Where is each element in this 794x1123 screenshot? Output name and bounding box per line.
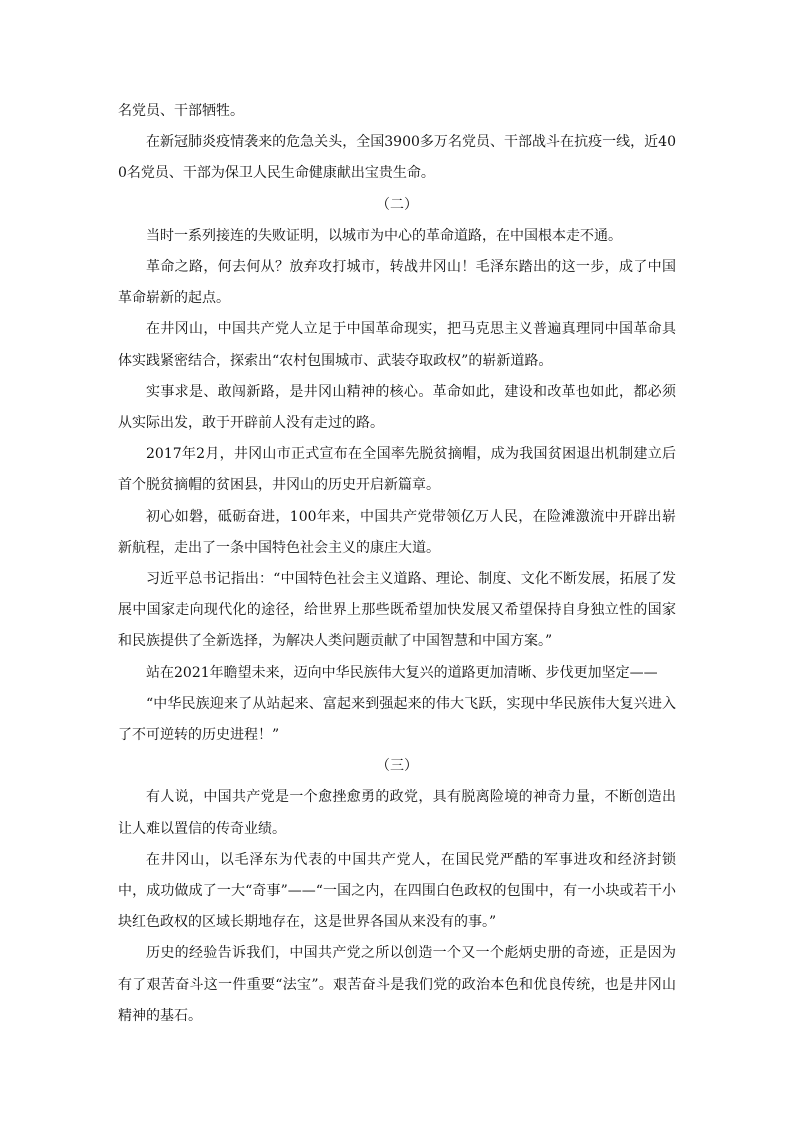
paragraph-continued: 名党员、干部牺牲。: [118, 103, 244, 119]
paragraph: 2017年2月，井冈山市正式宣布在全国率先脱贫摘帽，成为我国贫困退出机制建立后首个脱贫摘帽的贫困县，井冈山的历史开启新篇章。: [118, 446, 676, 494]
paragraph: 站在2021年瞻望未来，迈向中华民族伟大复兴的道路更加清晰、步伐更加坚定——: [146, 664, 658, 681]
paragraph: 初心如磐，砥砺奋进，100年来，中国共产党带领亿万人民，在险滩激流中开辟出崭新航程，走出了一条中国特色社会主义的康庄大道。: [118, 508, 676, 556]
paragraph: 当时一系列接连的失败证明，以城市为中心的革命道路，在中国根本走不通。: [146, 227, 622, 244]
paragraph-quote: 习近平总书记指出：“中国特色社会主义道路、理论、制度、文化不断发展，拓展了发展中国家走向现代化的途径，给世界上那些既希望加快发展又希望保持自身独立性的国家和民族提供了全新选择，为解决人类问题贡献了中国智慧和中国方案。”: [118, 571, 676, 650]
document-body: [118, 96, 676, 1032]
section-heading-3: （三）: [376, 758, 418, 775]
paragraph: 有人说，中国共产党是一个愈挫愈勇的政党，具有脱离险境的神奇力量，不断创造出让人难以置信的传奇业绩。: [118, 789, 676, 837]
section-heading-2: （二）: [376, 196, 418, 213]
paragraph: 革命之路，何去何从？放弃攻打城市，转战井冈山！毛泽东踏出的这一步，成了中国革命崭新的起点。: [118, 259, 676, 307]
paragraph: 实事求是、敢闯新路，是井冈山精神的核心。革命如此，建设和改革也如此，都必须从实际出发，敢于开辟前人没有走过的路。: [118, 383, 676, 432]
paragraph: 在井冈山，以毛泽东为代表的中国共产党人，在国民党严酷的军事进攻和经济封锁中，成功做成了一大“奇事”——“一国之内，在四围白色政权的包围中，有一小块或若干小块红色政权的区域长期地存在，这是世界各国从来没有的事。”: [118, 851, 676, 931]
paragraph: 在井冈山，中国共产党人立足于中国革命现实，把马克思主义普遍真理同中国革命具体实践紧密结合，探索出“农村包围城市、武装夺取政权”的崭新道路。: [118, 321, 676, 369]
paragraph-quote: “中华民族迎来了从站起来、富起来到强起来的伟大飞跃，实现中华民族伟大复兴进入了不可逆转的历史进程！”: [118, 695, 676, 744]
paragraph: 历史的经验告诉我们，中国共产党之所以创造一个又一个彪炳史册的奇迹，正是因为有了艰苦奋斗这一件重要“法宝”。艰苦奋斗是我们党的政治本色和优良传统，也是井冈山精神的基石。: [118, 945, 676, 1024]
paragraph: 在新冠肺炎疫情袭来的危急关头，全国3900多万名党员、干部战斗在抗疫一线，近400名党员、干部为保卫人民生命健康献出宝贵生命。: [118, 134, 676, 182]
